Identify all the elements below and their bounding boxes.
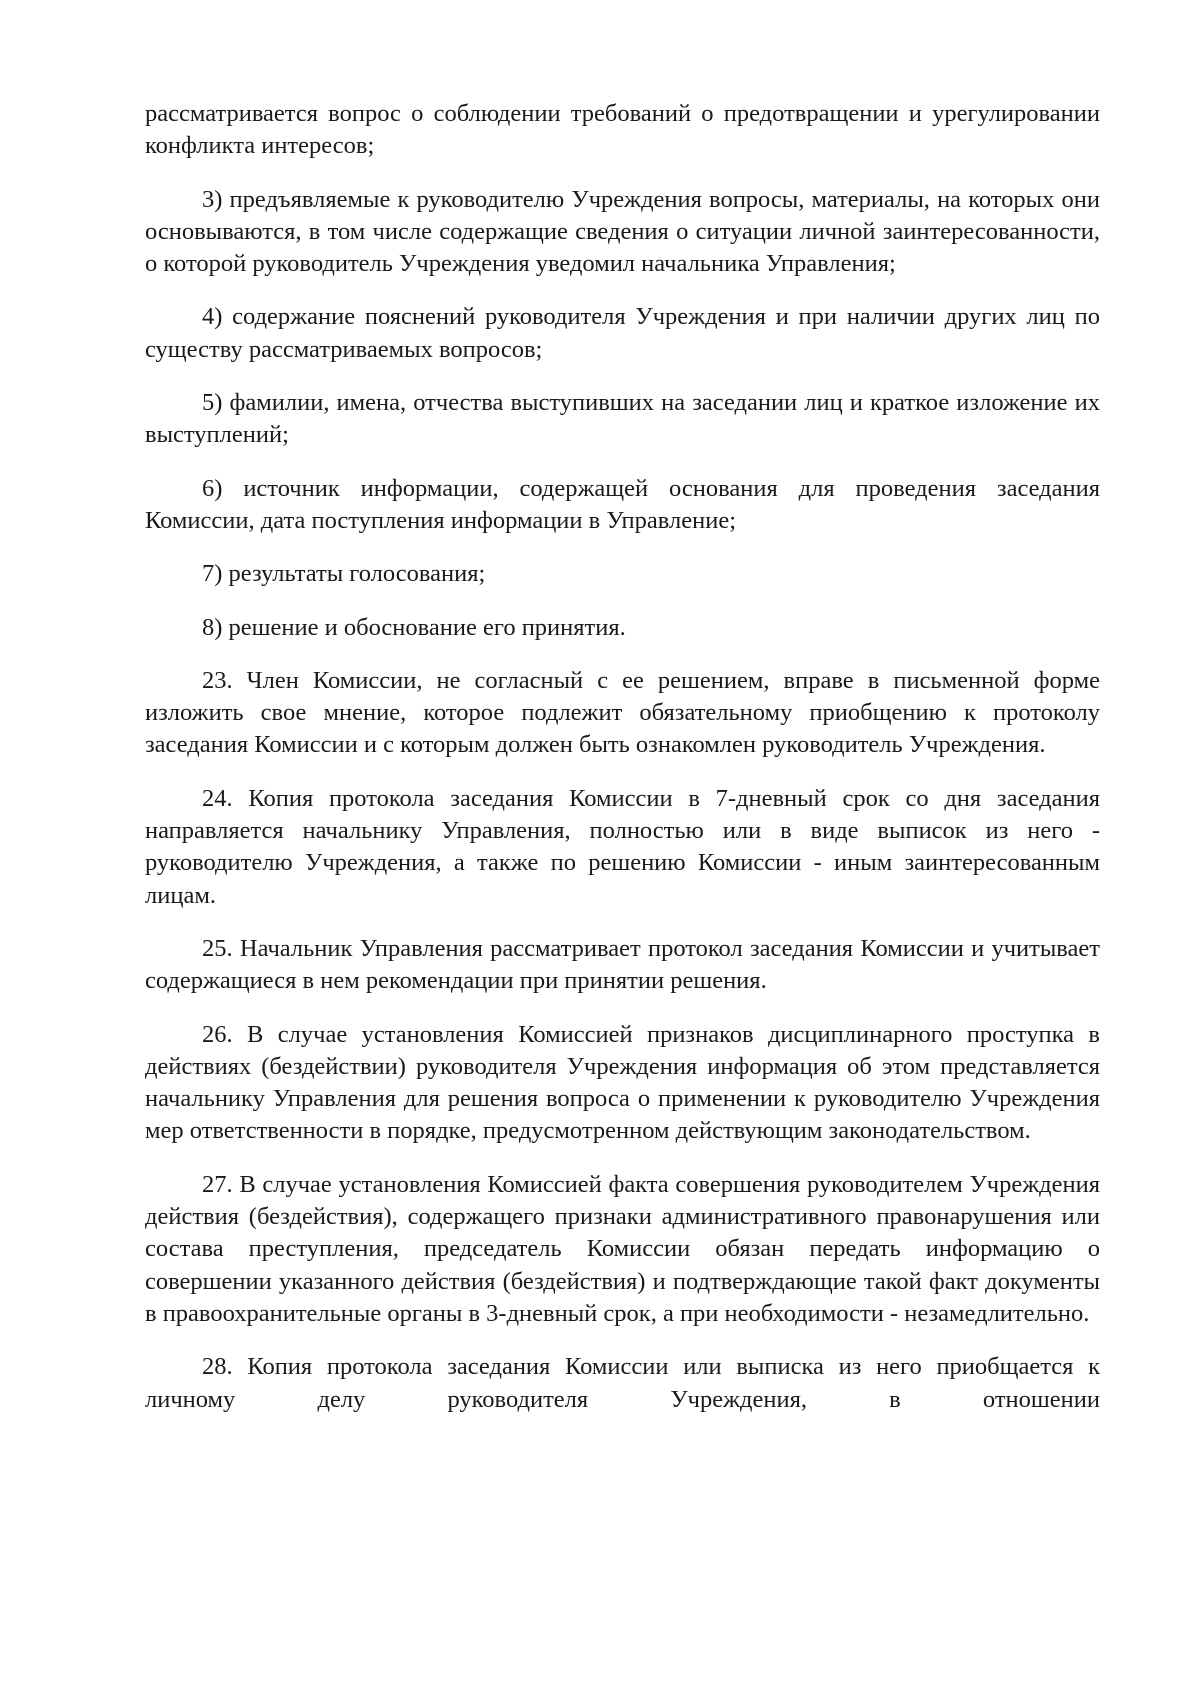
paragraph-item-6: 6) источник информации, содержащей основания для проведения заседания Комиссии, дата поступления информации в Управление; — [145, 474, 1100, 534]
paragraph-25: 25. Начальник Управления рассматривает протокол заседания Комиссии и учитывает содержащиеся в нем рекомендации при принятии решения. — [145, 934, 1100, 995]
paragraph-28: 28. Копия протокола заседания Комиссии или выписка из него приобщается к личному делу руководителя Учреждения, в отношении — [145, 1353, 1100, 1413]
document-body — [145, 98, 1100, 1437]
paragraph-27: 27. В случае установления Комиссией факта совершения руководителем Учреждения действия (бездействия), содержащего признаки административного правонарушения или состава преступления, председатель Комиссии обязан передать информацию о совершении указанного действия (бездействия) и подтверждающие такой факт документы в правоохранительные органы в 3-дневный срок, а при необходимости - незамедлительно. — [145, 1170, 1100, 1327]
paragraph-item-4: 4) содержание пояснений руководителя Учреждения и при наличии других лиц по существу рассматриваемых вопросов; — [145, 303, 1100, 363]
paragraph-item-5: 5) фамилии, имена, отчества выступивших на заседании лиц и краткое изложение их выступлений; — [145, 389, 1100, 449]
paragraph-continuation: рассматривается вопрос о соблюдении требований о предотвращении и урегулировании конфликта интересов; — [145, 100, 1100, 160]
paragraph-item-8: 8) решение и обоснование его принятия. — [202, 613, 626, 641]
paragraph-26: 26. В случае установления Комиссией признаков дисциплинарного проступка в действиях (бездействии) руководителя Учреждения информация об этом представляется начальнику Управления для решения вопроса о применении к руководителю Учреждения мер ответственности в порядке, предусмотренном действующим законодательством. — [145, 1020, 1100, 1145]
paragraph-item-7: 7) результаты голосования; — [202, 560, 486, 588]
paragraph-24: 24. Копия протокола заседания Комиссии в 7-дневный срок со дня заседания направляется начальнику Управления, полностью или в виде выписок из него - руководителю Учреждения, а также по решению Комиссии - иным заинтересованным лицам. — [145, 784, 1100, 909]
paragraph-23: 23. Член Комиссии, не согласный с ее решением, вправе в письменной форме изложить свое мнение, которое подлежит обязательному приобщению к протоколу заседания Комиссии и с которым должен быть ознакомлен руководитель Учреждения. — [145, 666, 1100, 759]
paragraph-item-3: 3) предъявляемые к руководителю Учреждения вопросы, материалы, на которых они основываются, в том числе содержащие сведения о ситуации личной заинтересованности, о которой руководитель Учреждения уведомил начальника Управления; — [145, 185, 1100, 278]
